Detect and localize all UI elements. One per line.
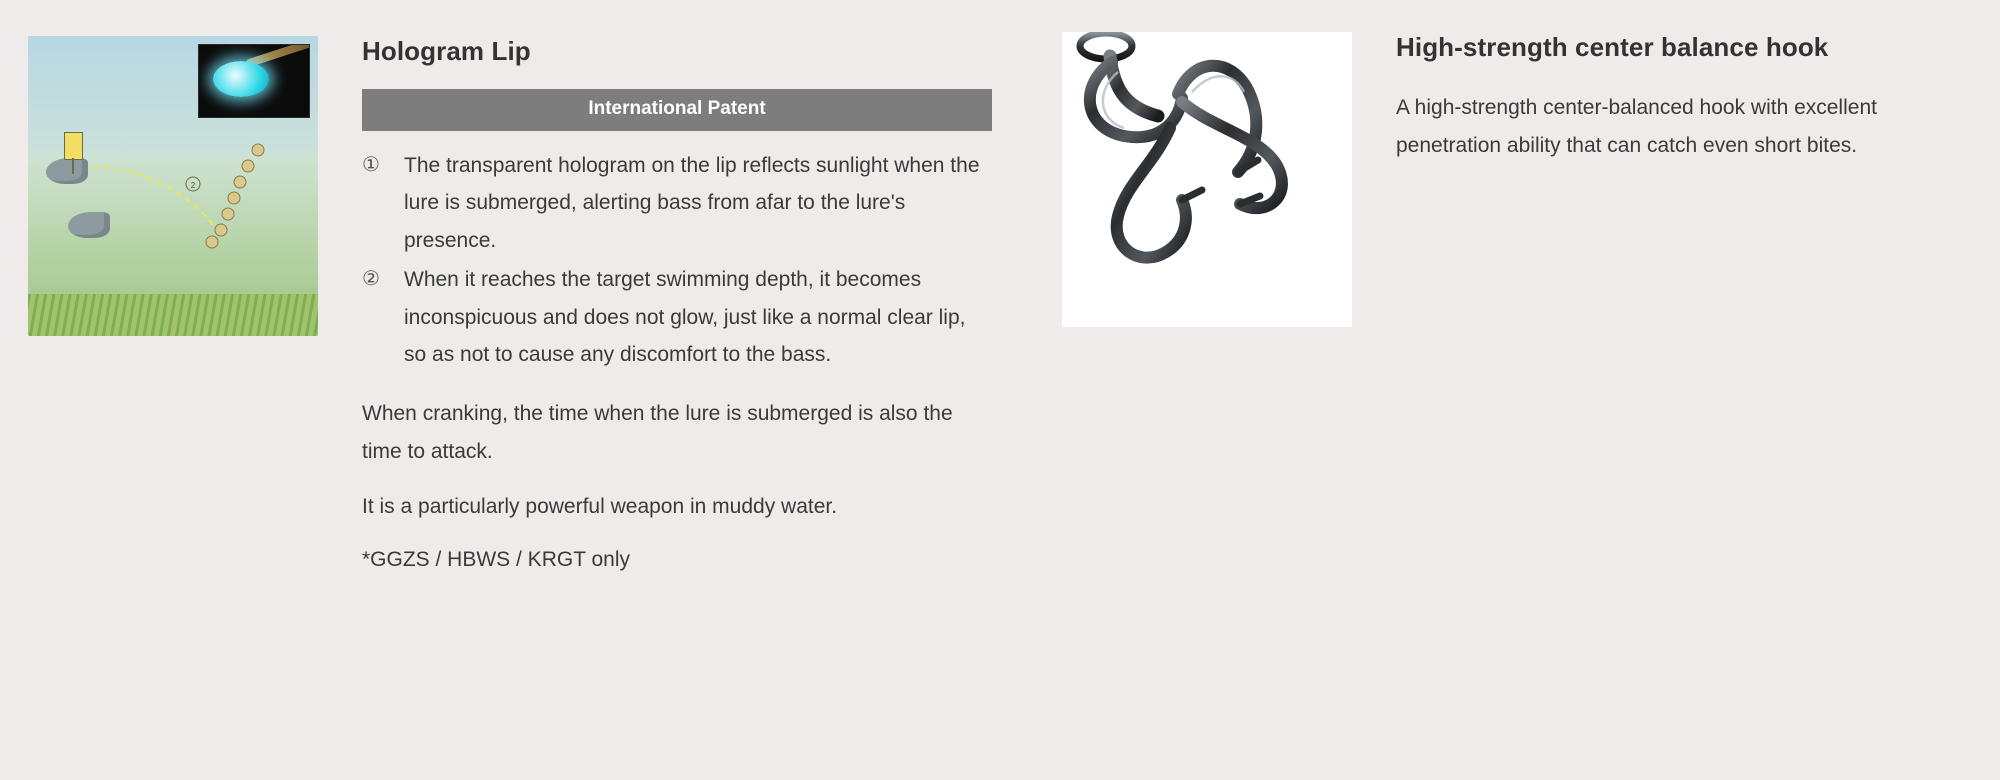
- center-balance-hook-description: A high-strength center-balanced hook with excellent penetration ability that can catch even short bites.: [1396, 96, 1877, 158]
- treble-hook-photo: [1062, 32, 1352, 327]
- list-marker: ②: [362, 268, 380, 291]
- model-availability-note: *GGZS / HBWS / KRGT only: [362, 548, 630, 572]
- treble-hook-icon: [1062, 32, 1352, 327]
- feature-center-balance-hook: [1062, 32, 1972, 327]
- lure-trajectory-icon: [88, 136, 288, 256]
- glowing-lure-inset: [198, 44, 310, 118]
- cranking-paragraph: When cranking, the time when the lure is submerged is also the time to attack.: [362, 402, 953, 463]
- bass-fish-icon: [68, 212, 110, 238]
- hologram-glow-icon: [213, 61, 269, 97]
- list-marker: ①: [362, 154, 380, 176]
- page-title-hologram-lip: Hologram Lip: [362, 36, 531, 66]
- marker-flag-icon: [64, 132, 83, 160]
- bass-fish-icon: [46, 158, 88, 184]
- status-badge-international-patent: International Patent: [362, 89, 992, 131]
- page-title-center-balance-hook: High-strength center balance hook: [1396, 32, 1829, 62]
- feature-hologram-lip: [28, 36, 1028, 577]
- hologram-lip-text-column: [362, 36, 992, 577]
- illustration-weed-bed: [28, 294, 318, 336]
- list-item-text: The transparent hologram on the lip reflects sunlight when the lure is submerged, alerting bass from afar to the lure's presence.: [404, 154, 980, 252]
- svg-text:2: 2: [190, 181, 196, 190]
- muddy-water-paragraph: It is a particularly powerful weapon in muddy water.: [362, 495, 838, 518]
- list-item: [362, 261, 992, 373]
- list-item-text: When it reaches the target swimming depth, it becomes inconspicuous and does not glow, just like a normal clear lip, so as not to cause any discomfort to the bass.: [404, 268, 966, 366]
- list-item: [362, 147, 992, 259]
- center-balance-hook-text-column: [1396, 32, 1972, 165]
- hologram-lip-illustration: [28, 36, 318, 336]
- hologram-lip-numbered-list: [362, 147, 992, 373]
